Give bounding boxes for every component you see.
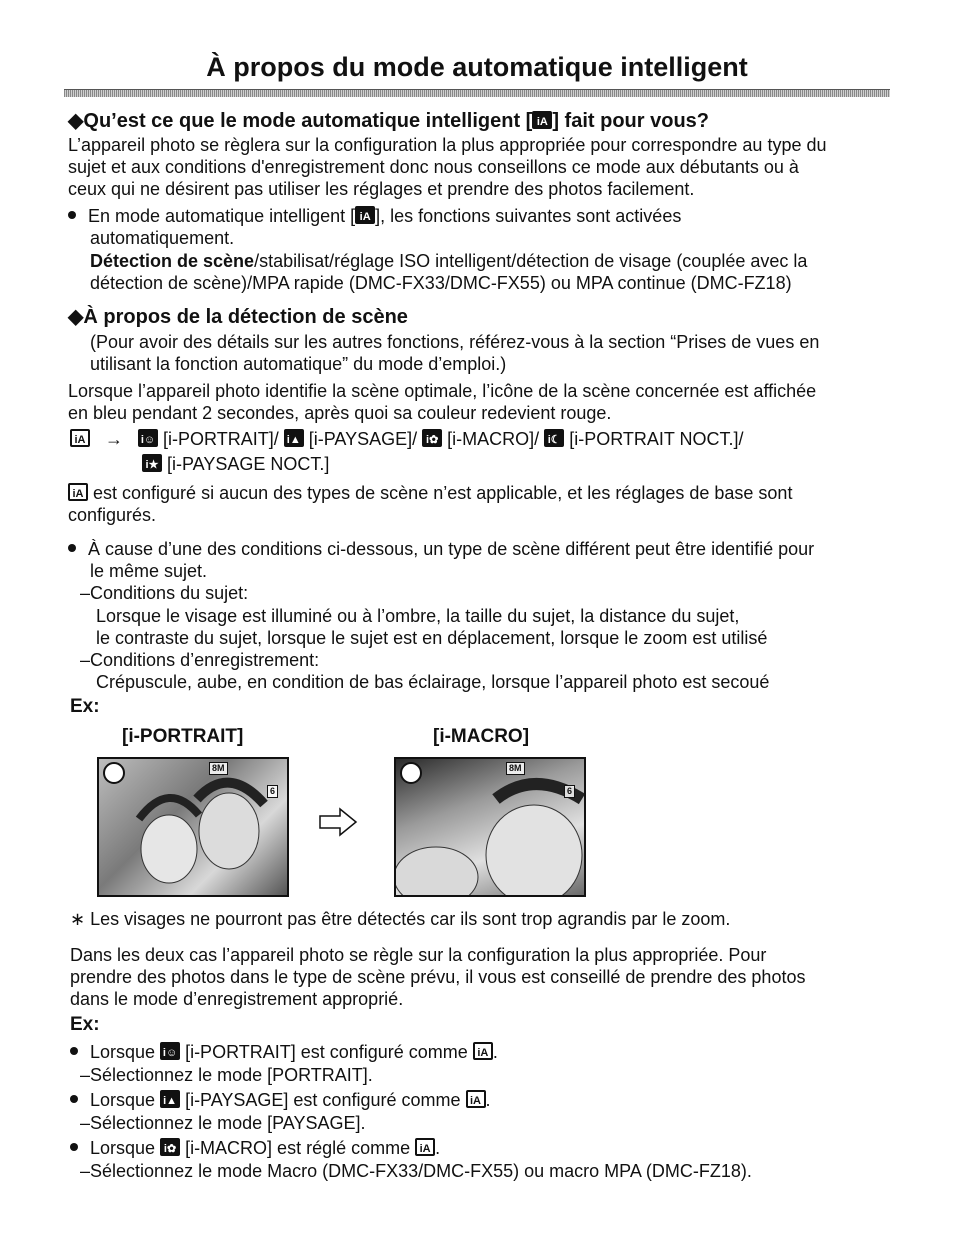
right-arrow-icon [318,807,360,837]
example-item-1 [70,1041,498,1063]
config-line-1 [68,482,792,504]
closing-2: prendre des photos dans le type de scène prévu, il vous est conseillé de prendre des photos [70,967,806,987]
example-mid: [i-MACRO] est réglé comme [180,1138,416,1158]
page-title: À propos du mode automatique intelligent [206,52,748,82]
title-divider [64,89,890,97]
i-macro-icon: i✿ [422,429,442,447]
scene-label-landscape: [i-PAYSAGE]/ [308,429,418,449]
cause-bullet-1 [68,538,814,560]
config-line-2: configurés. [68,505,157,525]
intelligent-auto-icon: iA [68,483,88,501]
i-portrait-icon: i☺ [160,1042,180,1060]
portrait-photo-art [99,759,287,895]
section2-note-1: (Pour avoir des détails sur les autres fonctions, référez-vous à la section “Prises de vues en [90,332,820,352]
section1-heading [68,108,709,133]
section1-heading-post: ] fait pour vous? [552,110,710,132]
example-sub-3: –Sélectionnez le mode Macro (DMC-FX33/DMC-FX55) ou macro MPA (DMC-FZ18). [80,1161,752,1181]
example2-label: Ex: [70,1014,100,1035]
section1-para-3: ceux qui ne désirent pas utiliser les réglages et prendre des photos facilement. [68,179,695,199]
section1-para-2: sujet et aux conditions d'enregistrement donc nous conseillons ce mode aux débutants ou à [68,157,799,177]
example-sub-2: –Sélectionnez le mode [PAYSAGE]. [80,1113,366,1133]
intelligent-auto-icon: iA [473,1042,493,1060]
macro-photo-art [396,759,584,895]
hud-resolution: 8M [506,762,525,775]
section2-para-1: Lorsque l’appareil photo identifie la scène optimale, l’icône de la scène concernée est affichée [68,381,817,401]
intelligent-auto-icon: iA [355,206,375,224]
intelligent-auto-icon: iA [532,111,552,129]
footnote: ∗ Les visages ne pourront pas être détectés car ils sont trop agrandis par le zoom. [70,909,731,929]
intelligent-auto-icon: iA [466,1090,486,1108]
bullet-icon [70,1143,78,1151]
scene-label-macro: [i-MACRO]/ [447,429,540,449]
intelligent-auto-icon: iA [415,1138,435,1156]
example-post: . [485,1090,491,1110]
example-pre: Lorsque [90,1138,161,1158]
example-pre: Lorsque [90,1090,161,1110]
section1-bullet-line2: automatiquement. [90,228,235,248]
bullet-icon [70,1095,78,1103]
intelligent-auto-icon: iA [70,429,90,447]
section2-note-2: utilisant la fonction automatique” du mode d’emploi.) [90,354,507,374]
i-night-landscape-icon: i★ [142,454,162,472]
cause-bullet-2: le même sujet. [90,561,208,581]
example-label: Ex: [70,696,100,717]
closing-1: Dans les deux cas l’appareil photo se règle sur la configuration la plus appropriée. Pour [70,945,767,965]
i-landscape-icon: i▲ [284,429,304,447]
example-mid: [i-PORTRAIT] est configuré comme [180,1042,473,1062]
closing-3: dans le mode d’enregistrement approprié. [70,989,404,1009]
cond-record: Crépuscule, aube, en condition de bas éclairage, lorsque l’appareil photo est secoué [96,672,770,692]
example-post: . [492,1042,498,1062]
portrait-example-photo [97,757,289,897]
cond-subject-heading: –Conditions du sujet: [80,583,249,603]
bullet-pre: En mode automatique intelligent [ [88,206,356,226]
hud-resolution: 8M [209,762,228,775]
bullet-icon [70,1047,78,1055]
bullet-post: ], les fonctions suivantes sont activées [375,206,682,226]
cause-text: À cause d’une des conditions ci-dessous, un type de scène différent peut être identifié pour [88,539,815,559]
scene-label-portrait: [i-PORTRAIT]/ [163,429,279,449]
i-portrait-icon: i☺ [138,429,158,447]
cond-subject-2: le contraste du sujet, lorsque le sujet est en déplacement, lorsque le zoom est utilisé [96,628,768,648]
section2-para-2: en bleu pendant 2 secondes, après quoi sa couleur redevient rouge. [68,403,612,423]
cond-subject-1: Lorsque le visage est illuminé ou à l’ombre, la taille du sujet, la distance du sujet, [96,606,740,626]
bullet-icon [68,544,76,552]
config-text: est configuré si aucun des types de scène n’est applicable, et les réglages de base sont [88,483,793,503]
section1-para-1: L’appareil photo se règlera sur la configuration la plus appropriée pour correspondre au type du [68,135,827,155]
example-item-3 [70,1137,440,1159]
example-post: . [435,1138,441,1158]
example-pre: Lorsque [90,1042,161,1062]
example-right-label: [i-MACRO] [433,726,530,747]
example-left-label: [i-PORTRAIT] [122,726,244,747]
macro-example-photo [394,757,586,897]
scene-list-line-1 [70,428,744,450]
example-mid: [i-PAYSAGE] est configuré comme [180,1090,466,1110]
features-line-1 [90,250,807,272]
scene-list-line-2 [142,453,329,475]
cond-record-heading: –Conditions d’enregistrement: [80,650,320,670]
section1-bullet [68,205,681,227]
hud-count: 6 [267,785,278,798]
section1-heading-pre: ◆Qu’est ce que le mode automatique intelligent [ [68,110,533,132]
i-landscape-icon: i▲ [160,1090,180,1108]
features-rest: /stabilisat/réglage ISO intelligent/détection de visage (couplée avec la [254,251,808,271]
example-sub-1: –Sélectionnez le mode [PORTRAIT]. [80,1065,373,1085]
arrow-icon: → [105,429,124,449]
i-macro-icon: i✿ [160,1138,180,1156]
features-line-2: détection de scène)/MPA rapide (DMC-FX33/DMC-FX55) ou MPA continue (DMC-FZ18) [90,273,792,293]
scene-label-night-landscape: [i-PAYSAGE NOCT.] [167,454,330,474]
section2-heading: ◆À propos de la détection de scène [68,306,408,328]
example-item-2 [70,1089,491,1111]
hud-count: 6 [564,785,575,798]
i-night-portrait-icon: i☾ [544,429,564,447]
features-bold: Détection de scène [90,251,255,271]
bullet-icon [68,211,76,219]
scene-label-night-portrait: [i-PORTRAIT NOCT.]/ [569,429,744,449]
